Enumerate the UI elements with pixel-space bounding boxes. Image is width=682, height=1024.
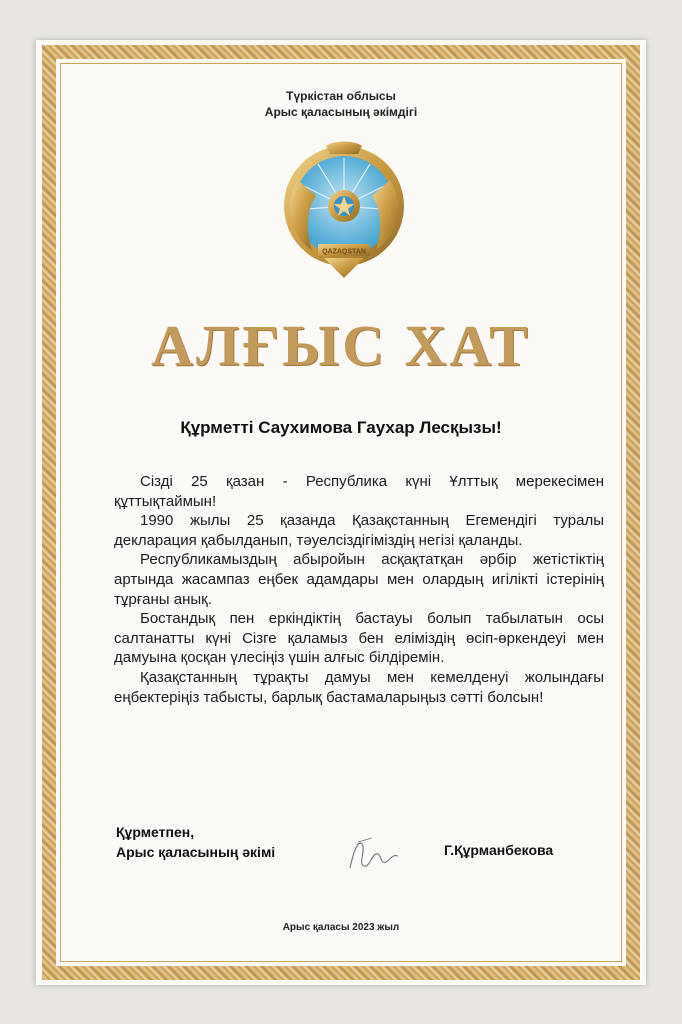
signature-block	[116, 822, 275, 862]
signer-name: Г.Құрманбекова	[444, 842, 554, 858]
recipient-greeting: Құрметті Саухимова Гаухар Лесқызы!	[180, 418, 502, 437]
paragraph: Қазақстанның тұрақты дамуы мен кемелденуі жолындағы еңбектеріңіз табысты, барлық бастамаларыңыз сәтті болсын!	[114, 668, 604, 706]
header	[36, 88, 646, 120]
handwritten-signature-icon	[344, 830, 404, 880]
paragraph: Бостандық пен еркіндіктің бастауы болып табылатын осы салтанатты күні Сізге қаламыз бен еліміздің өсіп-өркендеуі мен дамуына қосқан үлесіңіз үшін алғыс білдіремін.	[114, 610, 604, 667]
footer-place-year: Арыс қаласы 2023 жыл	[282, 922, 400, 933]
letter-body	[114, 472, 604, 707]
region-name: Түркістан облысы	[286, 89, 396, 103]
closing-phrase: Құрметпен,	[116, 824, 195, 840]
document-title: АЛҒЫС ХАТ	[151, 313, 531, 378]
paragraph: 1990 жылы 25 қазанда Қазақстанның Егемендігі туралы декларация қабылданып, тәуелсіздігіміздің негізі қаланды.	[114, 512, 604, 549]
office-name: Арыс қаласының әкімдігі	[264, 105, 418, 119]
paragraph: Сізді 25 қазан - Республика күні Ұлттық мерекесімен құттықтаймын!	[114, 473, 604, 510]
paragraph: Республикамыздың абыройын асқақтатқан әрбір жетістіктің артында жасампаз еңбек адамдары мен олардың игілікті істерінің тұрғаны анық.	[114, 551, 604, 608]
signer-position: Арыс қаласының әкімі	[116, 844, 276, 860]
emblem-ribbon-text: QAZAQSTAN	[322, 248, 366, 256]
certificate-paper	[36, 40, 646, 985]
state-emblem-icon	[278, 140, 410, 280]
